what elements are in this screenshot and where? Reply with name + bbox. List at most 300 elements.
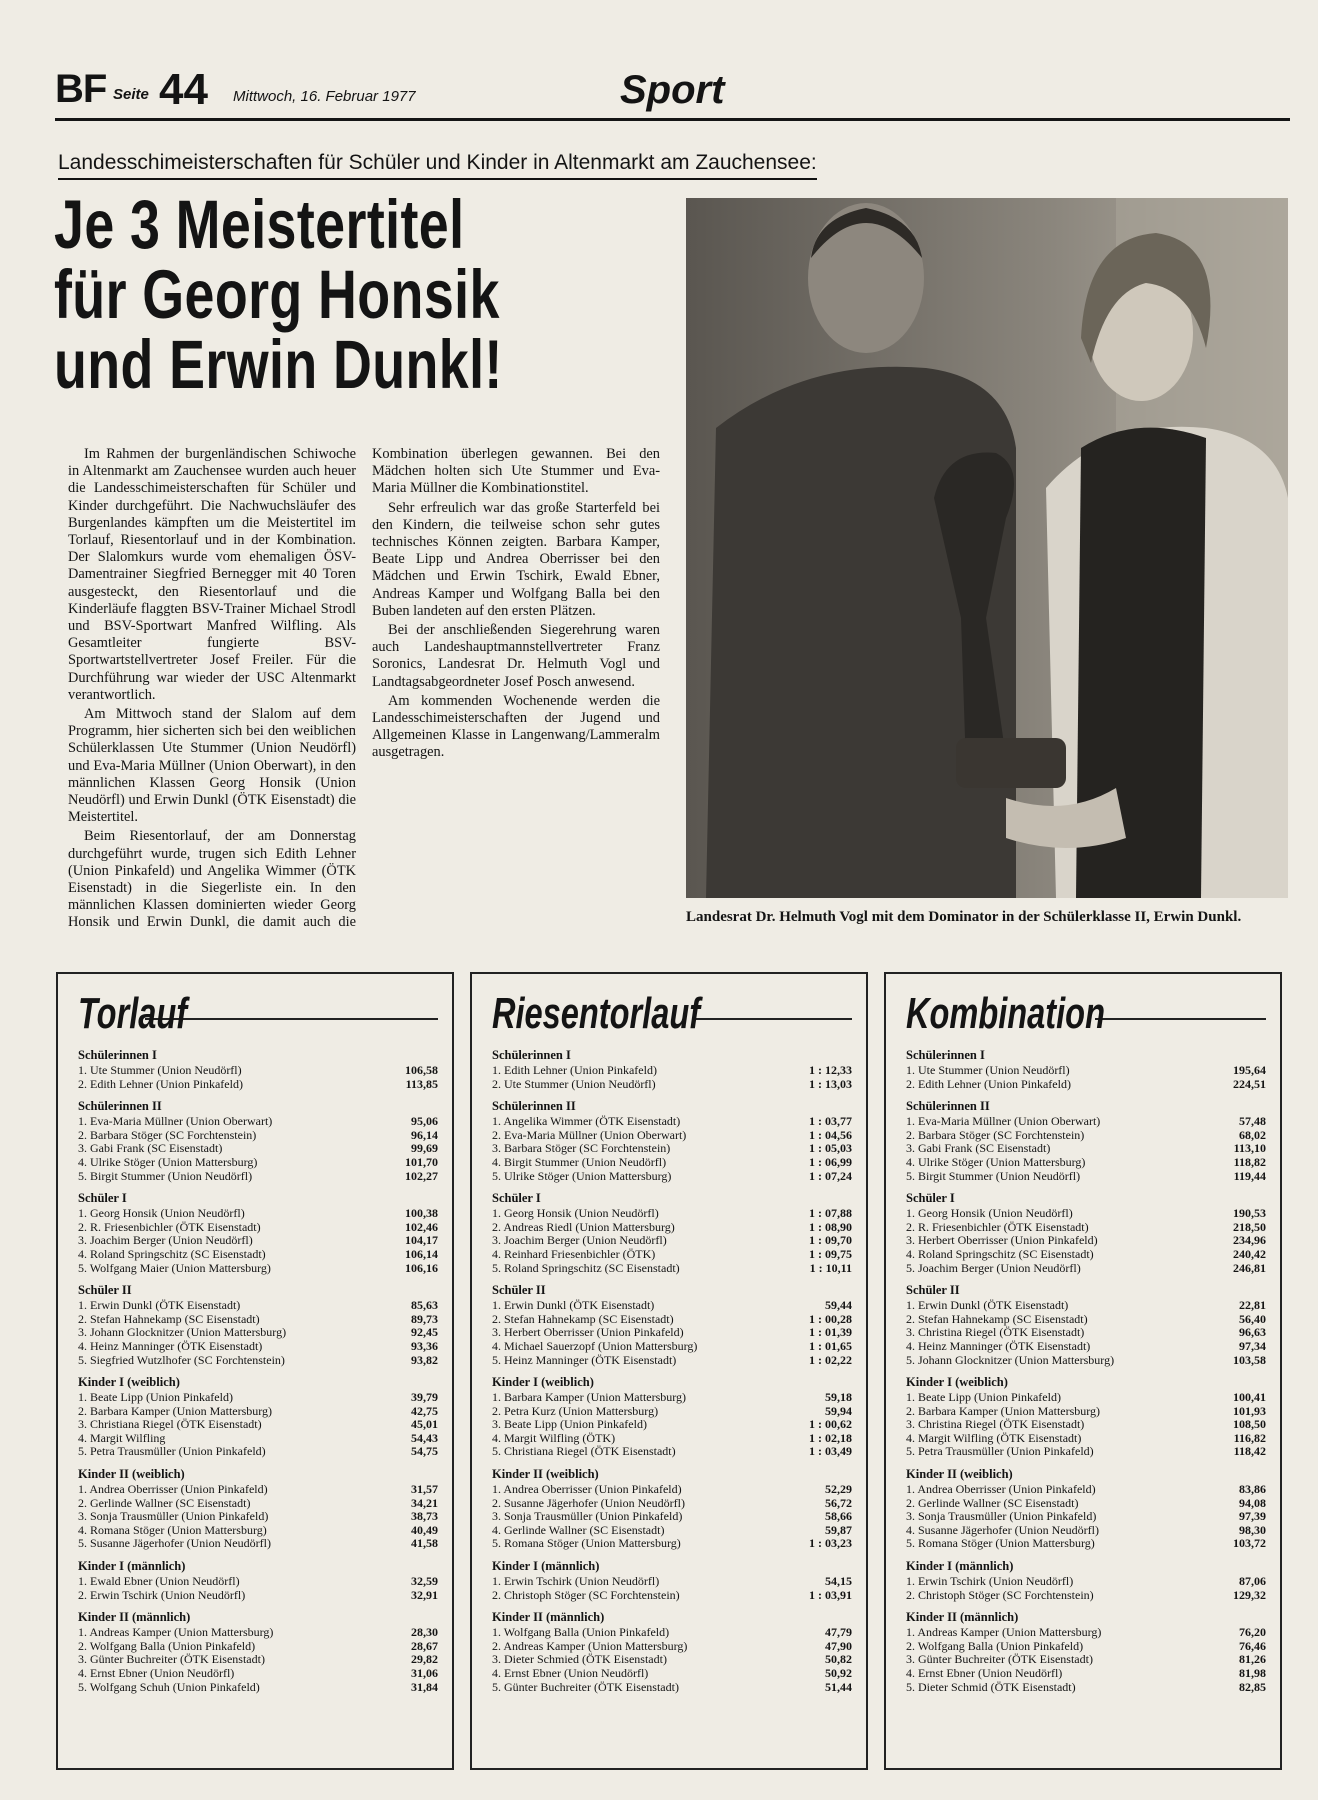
result-row [78, 1354, 438, 1368]
athlete-name: 5. Dieter Schmid (ÖTK Eisenstadt) [906, 1680, 1076, 1694]
result-row [906, 1170, 1266, 1184]
result-row [492, 1483, 852, 1497]
result-value: 246,81 [1233, 1260, 1266, 1275]
result-row [78, 1524, 438, 1538]
group-title: Kinder II (weiblich) [492, 1467, 599, 1482]
athlete-name: 3. Christina Riegel (ÖTK Eisenstadt) [906, 1326, 1085, 1340]
group-title: Kinder I (männlich) [906, 1559, 1014, 1574]
result-row [78, 1589, 438, 1603]
results-groups [906, 1048, 1266, 1694]
result-row [492, 1234, 852, 1248]
result-row [906, 1681, 1266, 1695]
athlete-name: 2. Andreas Kamper (Union Mattersburg) [492, 1639, 688, 1653]
athlete-name: 1. Georg Honsik (Union Neudörfl) [78, 1207, 245, 1221]
athlete-name: 5. Petra Trausmüller (Union Pinkafeld) [78, 1445, 266, 1459]
athlete-name: 5. Romana Stöger (Union Mattersburg) [906, 1537, 1095, 1551]
group-title: Schüler I [906, 1191, 955, 1206]
results-group [78, 1375, 438, 1459]
headline-line: für Georg Honsik [54, 256, 500, 333]
result-row [492, 1170, 852, 1184]
result-row [906, 1262, 1266, 1276]
athlete-name: 2. Ute Stummer (Union Neudörfl) [492, 1077, 656, 1091]
result-value: 1 : 06,99 [809, 1154, 852, 1169]
athlete-name: 3. Joachim Berger (Union Neudörfl) [78, 1234, 253, 1248]
title-rule [1095, 1018, 1266, 1020]
result-row [492, 1405, 852, 1419]
results-group [78, 1283, 438, 1367]
result-value: 96,63 [1239, 1325, 1266, 1340]
athlete-name: 1. Erwin Dunkl (ÖTK Eisenstadt) [492, 1299, 655, 1313]
headline-line: Je 3 Meistertitel [54, 186, 465, 263]
result-row [492, 1589, 852, 1603]
athlete-name: 3. Herbert Oberrisser (Union Pinkafeld) [906, 1234, 1098, 1248]
result-row [492, 1537, 852, 1551]
result-value: 1 : 09,75 [809, 1246, 852, 1261]
result-value: 31,06 [411, 1666, 438, 1680]
result-value: 51,44 [825, 1679, 852, 1694]
result-value: 195,64 [1233, 1063, 1266, 1077]
result-row [78, 1445, 438, 1459]
result-value: 102,27 [405, 1168, 438, 1183]
result-value: 1 : 03,91 [809, 1587, 852, 1602]
athlete-name: 4. Reinhard Friesenbichler (ÖTK) [492, 1247, 656, 1261]
result-row [906, 1524, 1266, 1538]
result-row [78, 1510, 438, 1524]
result-value: 76,20 [1239, 1625, 1266, 1640]
athlete-name: 5. Günter Buchreiter (ÖTK Eisenstadt) [492, 1680, 679, 1694]
athlete-name: 5. Siegfried Wutzlhofer (SC Forchtenstein) [78, 1353, 285, 1367]
result-value: 1 : 02,18 [809, 1430, 852, 1445]
athlete-name: 1. Edith Lehner (Union Pinkafeld) [492, 1064, 657, 1077]
athlete-name: 5. Roland Springschitz (SC Eisenstadt) [492, 1261, 680, 1275]
athlete-name: 2. Edith Lehner (Union Pinkafeld) [906, 1077, 1071, 1091]
group-title: Schüler II [492, 1283, 546, 1298]
group-title: Kinder I (weiblich) [906, 1375, 1008, 1390]
result-value: 1 : 05,03 [809, 1141, 852, 1156]
result-row [906, 1445, 1266, 1459]
result-value: 1 : 01,39 [809, 1325, 852, 1340]
result-value: 97,34 [1239, 1338, 1266, 1353]
results-group [78, 1191, 438, 1275]
result-value: 1 : 02,22 [809, 1352, 852, 1367]
result-row [492, 1681, 852, 1695]
athlete-name: 5. Petra Trausmüller (Union Pinkafeld) [906, 1445, 1094, 1459]
result-row [78, 1340, 438, 1354]
result-value: 1 : 00,62 [809, 1417, 852, 1432]
result-value: 68,02 [1239, 1127, 1266, 1142]
result-row [78, 1667, 438, 1681]
result-row [492, 1640, 852, 1654]
result-row [906, 1432, 1266, 1446]
athlete-name: 3. Christina Riegel (ÖTK Eisenstadt) [906, 1418, 1085, 1432]
group-title: Schüler II [906, 1283, 960, 1298]
results-group [906, 1283, 1266, 1367]
result-value: 113,85 [405, 1076, 438, 1091]
athlete-name: 4. Margit Wilfling (ÖTK) [492, 1431, 616, 1445]
athlete-name: 1. Georg Honsik (Union Neudörfl) [492, 1207, 659, 1221]
results-groups [78, 1048, 438, 1694]
result-value: 42,75 [411, 1403, 438, 1418]
results-group [906, 1375, 1266, 1459]
athlete-name: 1. Andrea Oberrisser (Union Pinkafeld) [492, 1483, 682, 1497]
result-row [78, 1207, 438, 1221]
group-title: Schülerinnen I [906, 1048, 985, 1062]
athlete-name: 5. Johann Glocknitzer (Union Mattersburg) [906, 1353, 1115, 1367]
athlete-name: 4. Romana Stöger (Union Mattersburg) [78, 1523, 267, 1537]
athlete-name: 1. Andreas Kamper (Union Mattersburg) [906, 1626, 1102, 1640]
athlete-name: 2. R. Friesenbichler (ÖTK Eisenstadt) [78, 1220, 261, 1234]
result-value: 93,82 [411, 1352, 438, 1367]
article-paragraph: Am Mittwoch stand der Slalom auf dem Programm, hier sicherten sich bei den weiblichen Schülerklassen Ute Stummer (Union Neudörfl) und Eva-Maria Müllner (Union Oberwart), in den männlichen Klassen Georg Honsik (Union Neudörfl) und Erwin Dunkl (ÖTK Eisenstadt) die Meistertitel. [68, 706, 356, 826]
result-row [492, 1432, 852, 1446]
result-row [906, 1115, 1266, 1129]
athlete-name: 1. Georg Honsik (Union Neudörfl) [906, 1207, 1073, 1221]
results-group [492, 1375, 852, 1459]
results-group [78, 1559, 438, 1602]
athlete-name: 4. Ulrike Stöger (Union Mattersburg) [78, 1155, 258, 1169]
masthead [55, 64, 1290, 121]
results-group [492, 1048, 852, 1091]
results-group [906, 1559, 1266, 1602]
result-row [78, 1537, 438, 1551]
athlete-name: 2. Petra Kurz (Union Mattersburg) [492, 1404, 659, 1418]
photo [686, 198, 1288, 898]
results-group [492, 1467, 852, 1551]
result-value: 103,58 [1233, 1352, 1266, 1367]
result-row [906, 1354, 1266, 1368]
result-value: 28,67 [411, 1638, 438, 1653]
athlete-name: 1. Andrea Oberrisser (Union Pinkafeld) [906, 1483, 1096, 1497]
result-value: 96,14 [411, 1127, 438, 1142]
results-group [78, 1610, 438, 1694]
box-title-text: Riesentorlauf [492, 989, 701, 1038]
result-row [492, 1391, 852, 1405]
group-title: Schülerinnen I [492, 1048, 571, 1062]
result-value: 59,18 [825, 1390, 852, 1405]
result-value: 76,46 [1239, 1638, 1266, 1653]
result-row [78, 1640, 438, 1654]
kicker-line: Landesschimeisterschaften für Schüler und Kinder in Altenmarkt am Zauchensee: [58, 150, 817, 180]
result-row [78, 1326, 438, 1340]
athlete-name: 3. Günter Buchreiter (ÖTK Eisenstadt) [78, 1653, 265, 1667]
athlete-name: 2. Stefan Hahnekamp (SC Eisenstadt) [78, 1312, 260, 1326]
athlete-name: 3. Herbert Oberrisser (Union Pinkafeld) [492, 1326, 684, 1340]
group-title: Schülerinnen II [492, 1099, 576, 1114]
result-row [906, 1418, 1266, 1432]
result-value: 87,06 [1239, 1574, 1266, 1589]
result-row [78, 1064, 438, 1078]
page-label: Seite [113, 86, 149, 103]
result-value: 57,48 [1239, 1114, 1266, 1129]
athlete-name: 3. Beate Lipp (Union Pinkafeld) [492, 1418, 647, 1432]
athlete-name: 1. Ute Stummer (Union Neudörfl) [906, 1064, 1070, 1077]
result-value: 1 : 01,65 [809, 1338, 852, 1353]
result-value: 59,94 [825, 1403, 852, 1418]
athlete-name: 4. Heinz Manninger (ÖTK Eisenstadt) [78, 1339, 263, 1353]
group-title: Kinder II (männlich) [906, 1610, 1019, 1625]
result-value: 99,69 [411, 1141, 438, 1156]
group-title: Schülerinnen II [906, 1099, 990, 1114]
result-row [906, 1667, 1266, 1681]
result-row [906, 1299, 1266, 1313]
athlete-name: 1. Beate Lipp (Union Pinkafeld) [906, 1391, 1061, 1405]
result-row [492, 1524, 852, 1538]
results-group [492, 1610, 852, 1694]
result-row [906, 1589, 1266, 1603]
athlete-name: 3. Sonja Trausmüller (Union Pinkafeld) [78, 1510, 269, 1524]
title-rule [693, 1018, 852, 1020]
result-row [906, 1221, 1266, 1235]
athlete-name: 1. Erwin Dunkl (ÖTK Eisenstadt) [78, 1299, 241, 1313]
result-value: 106,58 [405, 1063, 438, 1077]
athlete-name: 1. Ute Stummer (Union Neudörfl) [78, 1064, 242, 1077]
athlete-name: 4. Ulrike Stöger (Union Mattersburg) [906, 1155, 1086, 1169]
result-row [492, 1418, 852, 1432]
result-value: 59,87 [825, 1522, 852, 1537]
result-value: 101,93 [1233, 1403, 1266, 1418]
athlete-name: 2. Eva-Maria Müllner (Union Oberwart) [492, 1128, 687, 1142]
athlete-name: 4. Ernst Ebner (Union Neudörfl) [492, 1667, 649, 1680]
box-title [906, 988, 1266, 1040]
result-value: 218,50 [1233, 1219, 1266, 1234]
result-value: 101,70 [405, 1154, 438, 1169]
result-row [906, 1207, 1266, 1221]
result-value: 32,59 [411, 1574, 438, 1589]
result-row [492, 1653, 852, 1667]
result-row [78, 1262, 438, 1276]
result-row [906, 1575, 1266, 1589]
result-row [492, 1221, 852, 1235]
athlete-name: 5. Christiana Riegel (ÖTK Eisenstadt) [492, 1445, 676, 1459]
result-value: 1 : 07,88 [809, 1206, 852, 1221]
result-row [492, 1667, 852, 1681]
athlete-name: 1. Ewald Ebner (Union Neudörfl) [78, 1575, 240, 1589]
result-row [906, 1537, 1266, 1551]
group-title: Kinder II (männlich) [492, 1610, 605, 1625]
result-row [492, 1078, 852, 1092]
result-row [78, 1234, 438, 1248]
result-value: 38,73 [411, 1509, 438, 1524]
result-row [492, 1510, 852, 1524]
result-row [492, 1115, 852, 1129]
athlete-name: 4. Roland Springschitz (SC Eisenstadt) [906, 1247, 1094, 1261]
box-title-text: Kombination [906, 989, 1105, 1038]
group-title: Schülerinnen II [78, 1099, 162, 1114]
result-value: 234,96 [1233, 1233, 1266, 1248]
result-value: 1 : 09,70 [809, 1233, 852, 1248]
athlete-name: 4. Margit Wilfling (ÖTK Eisenstadt) [906, 1431, 1082, 1445]
athlete-name: 2. Barbara Stöger (SC Forchtenstein) [906, 1128, 1085, 1142]
results-group [78, 1467, 438, 1551]
athlete-name: 1. Andrea Oberrisser (Union Pinkafeld) [78, 1483, 268, 1497]
result-value: 54,15 [825, 1574, 852, 1589]
group-title: Kinder II (weiblich) [78, 1467, 185, 1482]
result-row [78, 1129, 438, 1143]
athlete-name: 2. Barbara Kamper (Union Mattersburg) [906, 1404, 1101, 1418]
athlete-name: 1. Erwin Tschirk (Union Neudörfl) [906, 1575, 1074, 1589]
result-row [78, 1626, 438, 1640]
result-row [492, 1299, 852, 1313]
athlete-name: 2. Erwin Tschirk (Union Neudörfl) [78, 1588, 246, 1602]
result-value: 1 : 13,03 [809, 1076, 852, 1091]
result-value: 108,50 [1233, 1417, 1266, 1432]
result-value: 106,14 [405, 1246, 438, 1261]
athlete-name: 1. Barbara Kamper (Union Mattersburg) [492, 1391, 687, 1405]
results-group [906, 1048, 1266, 1091]
athlete-name: 3. Günter Buchreiter (ÖTK Eisenstadt) [906, 1653, 1093, 1667]
page-number: 44 [159, 65, 208, 114]
box-title-text: Torlauf [78, 989, 188, 1038]
article-paragraph: Im Rahmen der burgenländischen Schiwoche in Altenmarkt am Zauchensee wurden auch heuer die Landesschimeisterschaften für Schüler und Kinder durchgeführt. Die Nachwuchsläufer des Burgenlandes kämpften um die Meistertitel im Torlauf, Riesentorlauf und in der Kombination. Der Slalomkurs wurde vom ehemaligen ÖSV-Damentrainer Siegfried Bernegger mit 40 Toren ausgesteckt, den Riesentorlauf und die Kinderläufe flaggten BSV-Trainer Michael Strodl und BSV-Sportwart Manfred Wilfling. Als Gesamtleiter fungierte BSV-Sportwartstellvertreter Josef Freiler. Für die Durchführung war wieder der USC Altenmarkt verantwortlich. [68, 446, 356, 703]
result-row [906, 1064, 1266, 1078]
athlete-name: 1. Eva-Maria Müllner (Union Oberwart) [906, 1115, 1101, 1129]
athlete-name: 3. Joachim Berger (Union Neudörfl) [492, 1234, 667, 1248]
athlete-name: 2. Stefan Hahnekamp (SC Eisenstadt) [492, 1312, 674, 1326]
article-paragraph: Beim Riesentorlauf, der am Donnerstag durchgeführt wurde, trugen sich Edith Lehner (Union Pinkafeld) und Angelika Wimmer (ÖTK Eisenstadt) in die Siegerliste ein. In den männlichen Klassen dominierten wieder Georg Honsik und Erwin Dunkl, die damit auch die Kombination überlegen gewannen. Bei den Mädchen holten sich Ute Stummer und Eva-Maria Müllner die Kombinationstitel. [68, 446, 660, 931]
result-value: 83,86 [1239, 1482, 1266, 1497]
athlete-name: 2. Barbara Stöger (SC Forchtenstein) [78, 1128, 257, 1142]
result-value: 81,98 [1239, 1666, 1266, 1680]
result-row [492, 1354, 852, 1368]
athlete-name: 3. Gabi Frank (SC Eisenstadt) [906, 1142, 1051, 1156]
result-value: 103,72 [1233, 1536, 1266, 1551]
athlete-name: 3. Sonja Trausmüller (Union Pinkafeld) [492, 1510, 683, 1524]
results-group [492, 1283, 852, 1367]
result-row [906, 1326, 1266, 1340]
title-rule [145, 1018, 438, 1020]
result-value: 100,38 [405, 1206, 438, 1221]
result-value: 92,45 [411, 1325, 438, 1340]
athlete-name: 3. Sonja Trausmüller (Union Pinkafeld) [906, 1510, 1097, 1524]
athlete-name: 2. Christoph Stöger (SC Forchtenstein) [492, 1588, 680, 1602]
athlete-name: 2. Wolfgang Balla (Union Pinkafeld) [78, 1639, 256, 1653]
results-group [906, 1467, 1266, 1551]
result-row [78, 1483, 438, 1497]
result-value: 1 : 08,90 [809, 1219, 852, 1234]
result-value: 98,30 [1239, 1522, 1266, 1537]
athlete-name: 3. Dieter Schmied (ÖTK Eisenstadt) [492, 1653, 667, 1667]
athlete-name: 4. Margit Wilfling [78, 1431, 166, 1445]
photo-caption: Landesrat Dr. Helmuth Vogl mit dem Dominator in der Schülerklasse II, Erwin Dunkl. [686, 909, 1242, 925]
athlete-name: 4. Susanne Jägerhofer (Union Neudörfl) [906, 1523, 1099, 1537]
result-value: 100,41 [1233, 1390, 1266, 1405]
box-title [492, 988, 852, 1040]
athlete-name: 2. Stefan Hahnekamp (SC Eisenstadt) [906, 1312, 1088, 1326]
athlete-name: 2. R. Friesenbichler (ÖTK Eisenstadt) [906, 1220, 1089, 1234]
result-value: 1 : 04,56 [809, 1127, 852, 1142]
athlete-name: 1. Andreas Kamper (Union Mattersburg) [78, 1626, 274, 1640]
athlete-name: 3. Christiana Riegel (ÖTK Eisenstadt) [78, 1418, 262, 1432]
result-value: 29,82 [411, 1652, 438, 1667]
athlete-name: 5. Susanne Jägerhofer (Union Neudörfl) [78, 1537, 271, 1551]
athlete-name: 5. Birgit Stummer (Union Neudörfl) [78, 1169, 253, 1183]
result-row [492, 1129, 852, 1143]
group-title: Schüler II [78, 1283, 132, 1298]
result-row [906, 1510, 1266, 1524]
result-row [78, 1497, 438, 1511]
result-value: 129,32 [1233, 1587, 1266, 1602]
result-row [906, 1156, 1266, 1170]
section-title: Sport [620, 68, 725, 112]
result-row [906, 1497, 1266, 1511]
athlete-name: 2. Gerlinde Wallner (SC Eisenstadt) [906, 1496, 1079, 1510]
result-value: 1 : 12,33 [809, 1063, 852, 1077]
article-paragraph: Sehr erfreulich war das große Starterfeld bei den Kindern, die teilweise schon sehr gutes technisches Können zeigten. Barbara Kamper, Beate Lipp und Andrea Oberrisser bei den Mädchen und Erwin Tschirk, Ewald Ebner, Andreas Kamper und Wolfgang Balla bei den Buben landeten auf den ersten Plätzen. [372, 499, 660, 619]
result-value: 39,79 [411, 1390, 438, 1405]
result-value: 28,30 [411, 1625, 438, 1640]
result-row [906, 1129, 1266, 1143]
result-row [906, 1640, 1266, 1654]
result-row [78, 1248, 438, 1262]
result-row [492, 1064, 852, 1078]
athlete-name: 1. Angelika Wimmer (ÖTK Eisenstadt) [492, 1115, 681, 1129]
result-row [492, 1340, 852, 1354]
result-value: 47,79 [825, 1625, 852, 1640]
result-value: 85,63 [411, 1298, 438, 1313]
athlete-name: 2. Andreas Riedl (Union Mattersburg) [492, 1220, 675, 1234]
result-row [492, 1262, 852, 1276]
result-row [78, 1653, 438, 1667]
athlete-name: 4. Michael Sauerzopf (Union Mattersburg) [492, 1339, 698, 1353]
results-box-torlauf [56, 972, 454, 1770]
result-row [906, 1653, 1266, 1667]
athlete-name: 4. Heinz Manninger (ÖTK Eisenstadt) [906, 1339, 1091, 1353]
result-value: 31,84 [411, 1679, 438, 1694]
group-title: Schülerinnen I [78, 1048, 157, 1062]
result-row [78, 1313, 438, 1327]
athlete-name: 3. Barbara Stöger (SC Forchtenstein) [492, 1142, 671, 1156]
group-title: Kinder I (weiblich) [492, 1375, 594, 1390]
result-row [492, 1445, 852, 1459]
group-title: Schüler I [78, 1191, 127, 1206]
result-value: 118,82 [1233, 1154, 1266, 1169]
result-value: 82,85 [1239, 1679, 1266, 1694]
athlete-name: 2. Gerlinde Wallner (SC Eisenstadt) [78, 1496, 251, 1510]
result-value: 1 : 07,24 [809, 1168, 852, 1183]
result-row [492, 1142, 852, 1156]
athlete-name: 5. Ulrike Stöger (Union Mattersburg) [492, 1169, 672, 1183]
result-value: 1 : 10,11 [809, 1260, 852, 1275]
athlete-name: 1. Erwin Dunkl (ÖTK Eisenstadt) [906, 1299, 1069, 1313]
result-value: 50,92 [825, 1666, 852, 1680]
result-row [492, 1326, 852, 1340]
article-paragraph: Bei der anschließenden Siegerehrung waren auch Landeshauptmannstellvertreter Franz Soronics, Landesrat Dr. Helmuth Vogl und Landtagsabgeordneter Josef Posch anwesend. [372, 622, 660, 690]
box-title [78, 988, 438, 1040]
article-paragraph: Am kommenden Wochenende werden die Landesschimeisterschaften der Jugend und Allgemeinen Klasse in Langenwang/Lammeralm ausgetragen. [372, 692, 660, 761]
result-value: 1 : 03,77 [809, 1114, 852, 1129]
athlete-name: 1. Erwin Tschirk (Union Neudörfl) [492, 1575, 660, 1589]
results-group [78, 1048, 438, 1091]
result-value: 81,26 [1239, 1652, 1266, 1667]
group-title: Kinder I (männlich) [492, 1559, 600, 1574]
result-value: 106,16 [405, 1260, 438, 1275]
athlete-name: 4. Roland Springschitz (SC Eisenstadt) [78, 1247, 266, 1261]
result-value: 52,29 [825, 1482, 852, 1497]
result-value: 31,57 [411, 1482, 438, 1497]
result-row [492, 1575, 852, 1589]
athlete-name: 2. Christoph Stöger (SC Forchtenstein) [906, 1588, 1094, 1602]
results-group [492, 1559, 852, 1602]
result-row [906, 1340, 1266, 1354]
athlete-name: 2. Barbara Kamper (Union Mattersburg) [78, 1404, 273, 1418]
headline-line: und Erwin Dunkl! [54, 326, 503, 403]
result-value: 113,10 [1233, 1141, 1266, 1156]
result-value: 116,82 [1233, 1430, 1266, 1445]
athlete-name: 5. Wolfgang Schuh (Union Pinkafeld) [78, 1680, 260, 1694]
result-value: 95,06 [411, 1114, 438, 1129]
result-value: 1 : 00,28 [809, 1311, 852, 1326]
result-value: 119,44 [1233, 1168, 1266, 1183]
